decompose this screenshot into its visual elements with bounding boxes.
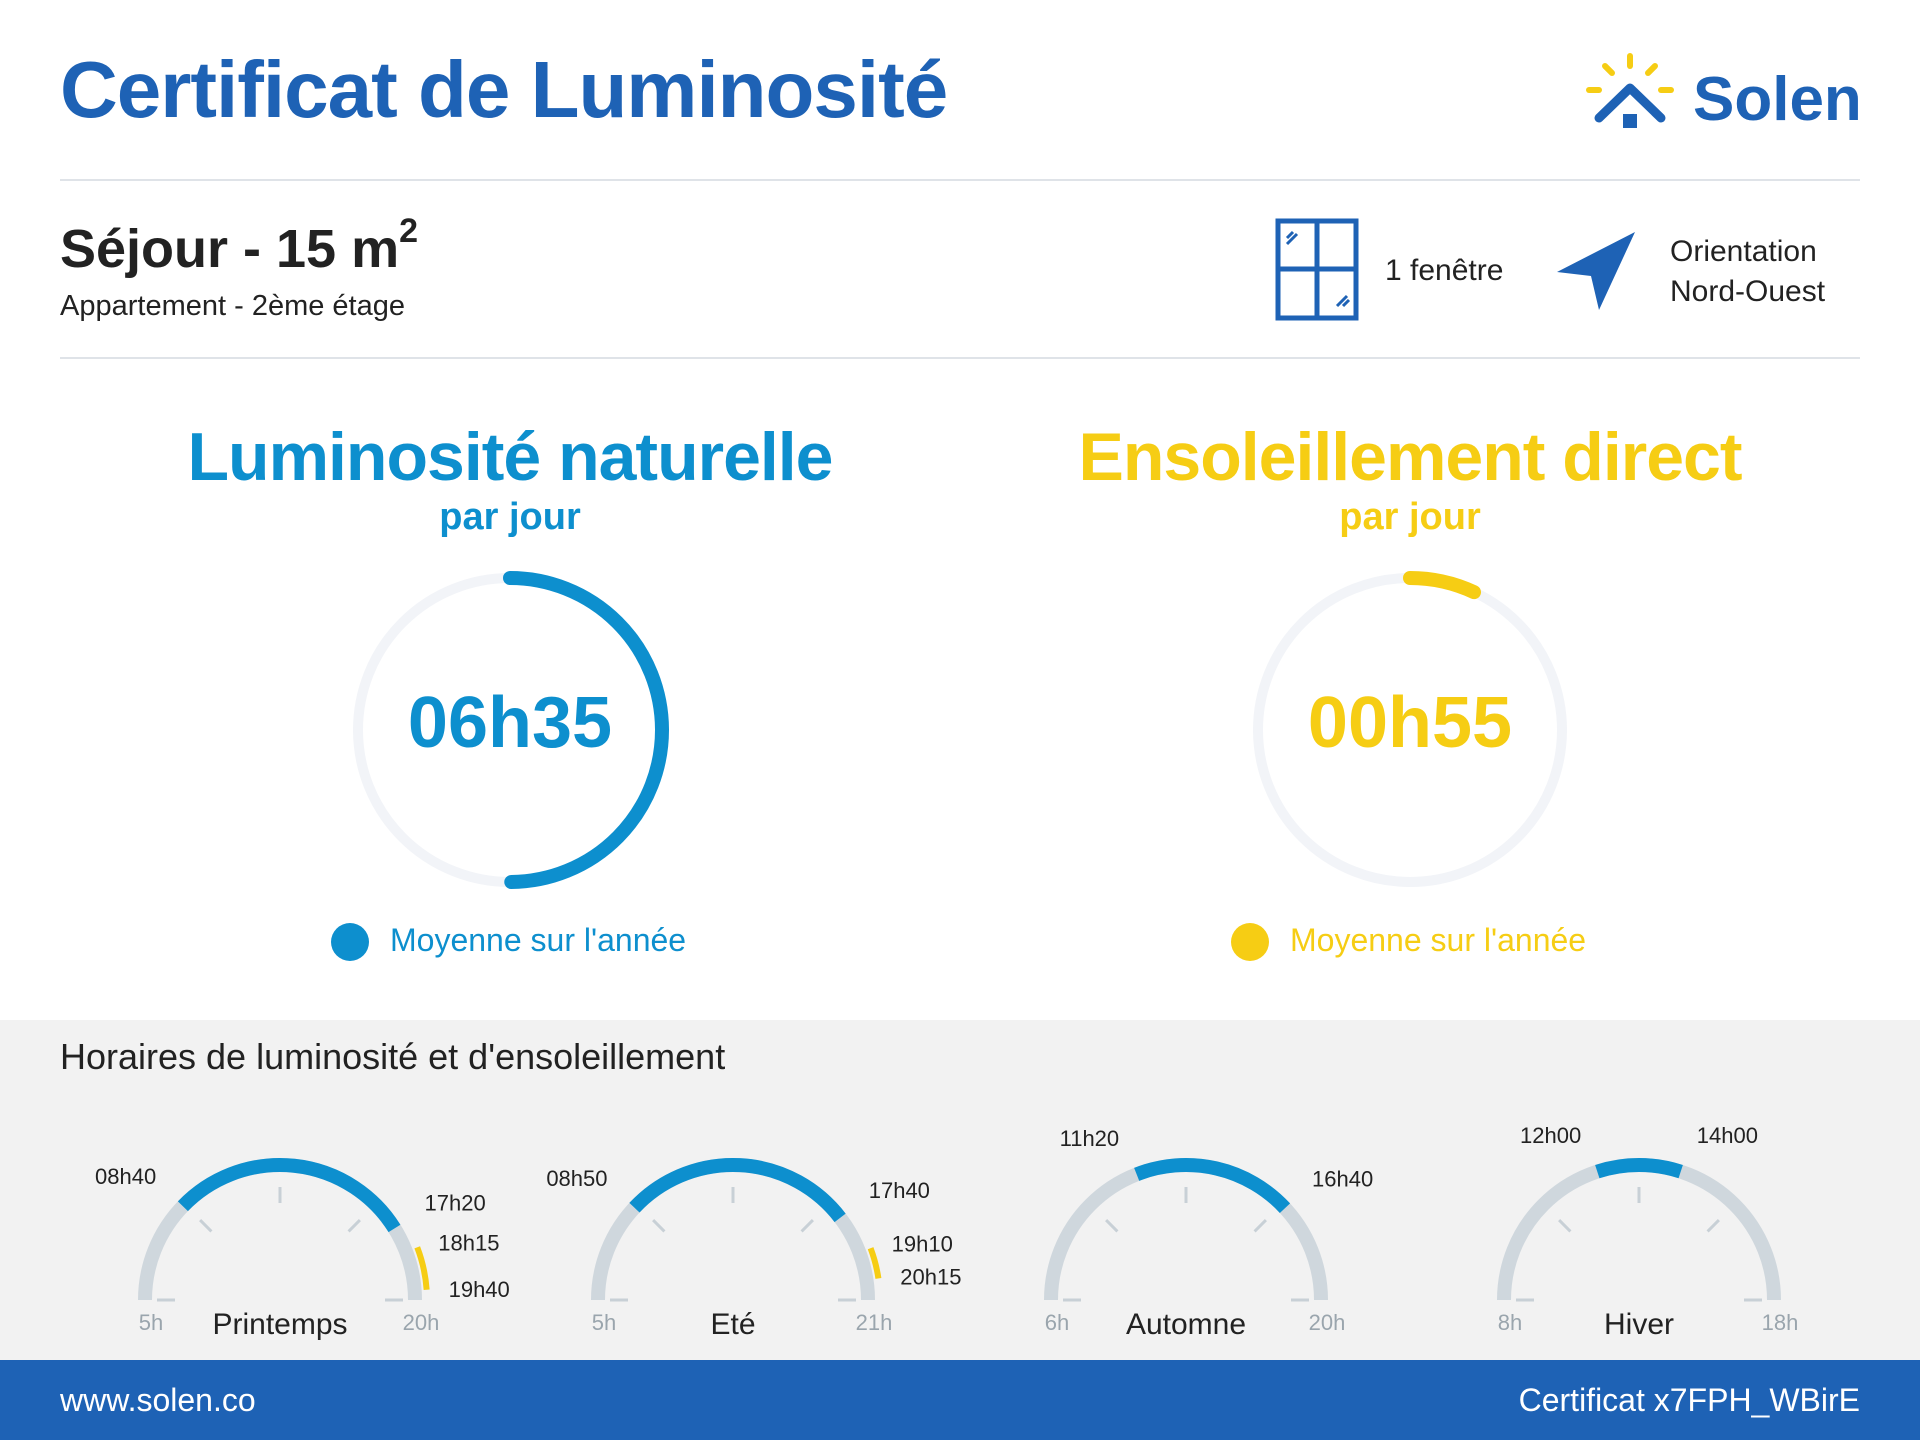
season-track (145, 1165, 415, 1300)
season-name: Hiver (1603, 1308, 1675, 1341)
page-title: Certificat de Luminosité (60, 45, 948, 134)
light-arc (1137, 1165, 1285, 1208)
light-end-label: 17h40 (868, 1177, 930, 1203)
season-gauge-hiver (1459, 1120, 1819, 1350)
range-end-label: 20h (402, 1310, 440, 1335)
light-start-label: 08h50 (546, 1165, 608, 1191)
legend-dot (1231, 923, 1269, 961)
footer-certificate-id: Certificat x7FPH_WBirE (1518, 1382, 1860, 1418)
range-start-label: 6h (1044, 1310, 1070, 1335)
light-arc (183, 1165, 395, 1228)
window-count: 1 fenêtre (1385, 254, 1504, 287)
gauge-tick (653, 1220, 664, 1231)
range-end-label: 21h (855, 1310, 893, 1335)
season-gauge-ete (546, 1120, 962, 1350)
brand-name: Solen (1693, 65, 1862, 134)
season-track (1051, 1165, 1321, 1300)
season-name: Automne (1125, 1308, 1247, 1341)
divider (60, 357, 1860, 359)
divider (60, 179, 1860, 181)
season-name: Eté (710, 1308, 756, 1341)
natural-light-legend: Moyenne sur l'année (390, 922, 687, 958)
gauge-tick (802, 1220, 813, 1231)
gauge-tick (1106, 1220, 1117, 1231)
direct-sun-subtitle: par jour (1339, 496, 1481, 538)
light-end-label: 14h00 (1696, 1122, 1758, 1148)
light-start-label: 08h40 (95, 1164, 157, 1190)
direct-sun-title: Ensoleillement direct (1078, 419, 1742, 495)
sun-end-label: 20h15 (900, 1264, 962, 1290)
legend-dot (331, 923, 369, 961)
range-end-label: 20h (1308, 1310, 1346, 1335)
sun-start-label: 19h10 (891, 1231, 953, 1257)
gauge-tick (1559, 1220, 1570, 1231)
light-start-label: 11h20 (1059, 1126, 1120, 1152)
gauge-tick (1255, 1220, 1266, 1231)
range-start-label: 5h (591, 1310, 617, 1335)
light-end-label: 17h20 (424, 1190, 486, 1216)
orientation-label (1670, 232, 1825, 312)
direct-sun-legend: Moyenne sur l'année (1290, 922, 1587, 958)
light-end-label: 16h40 (1312, 1166, 1374, 1192)
light-arc (1597, 1165, 1680, 1172)
direct-sun-gauge-arc (1410, 578, 1474, 592)
range-start-label: 5h (138, 1310, 164, 1335)
gauge-tick (200, 1220, 211, 1231)
natural-light-title: Luminosité naturelle (187, 419, 833, 495)
range-end-label: 18h (1761, 1310, 1799, 1335)
direct-sun-value: 00h55 (1307, 683, 1513, 763)
area-exponent: 2 (399, 212, 419, 250)
gauge-tick (1708, 1220, 1719, 1231)
sun-start-label: 18h15 (438, 1230, 500, 1256)
season-track (598, 1165, 868, 1300)
light-start-label: 12h00 (1520, 1122, 1582, 1148)
season-gauge-automne (1006, 1120, 1374, 1350)
orientation-arrow-icon (1553, 230, 1637, 314)
natural-light-value: 06h35 (407, 683, 613, 763)
room-subtitle: Appartement - 2ème étage (60, 290, 405, 322)
season-track (1504, 1165, 1774, 1300)
room-title: Séjour - 15 $m^2$ (60, 212, 419, 279)
window-icon (1275, 218, 1359, 321)
light-arc (634, 1165, 840, 1218)
schedule-title: Horaires de luminosité et d'ensoleillement (60, 1036, 726, 1077)
footer-url-link[interactable]: www.solen.co (60, 1382, 256, 1418)
orientation-line2: Nord-Ouest (1670, 275, 1826, 308)
gauge-tick (349, 1220, 360, 1231)
orientation-line1: Orientation (1670, 235, 1817, 268)
season-gauge-printemps (95, 1120, 510, 1350)
sun-end-label: 19h40 (448, 1276, 510, 1302)
natural-light-subtitle: par jour (439, 496, 581, 538)
season-name: Printemps (212, 1308, 348, 1341)
range-start-label: 8h (1497, 1310, 1523, 1335)
